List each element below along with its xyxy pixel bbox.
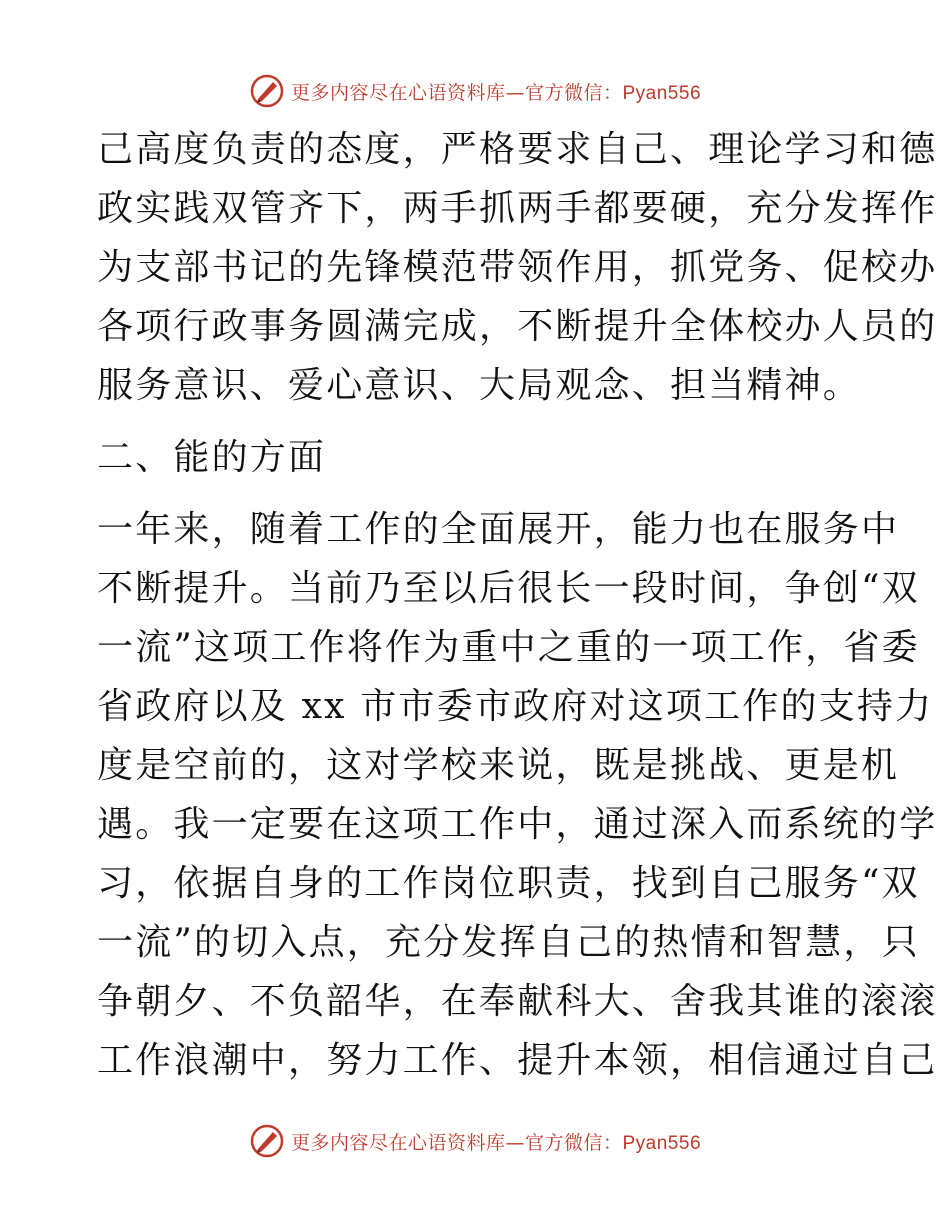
footer-banner-title: 更多内容尽在心语资料库 [290,1131,506,1154]
header-banner-sep: — [505,81,525,104]
text-line: 省政府以及 xx 市市委市政府对这项工作的支持力 [97,686,934,727]
text-line: 习，依据自身的工作岗位职责，找到自己服务“双 [97,863,920,904]
header-banner-text [291,78,701,105]
text-line: 为支部书记的先锋模范带领作用，抓党务、促校办 [97,247,938,288]
footer-banner-text [291,1128,701,1155]
text-line: 服务意识、爱心意识、大局观念、担当精神。 [97,365,862,406]
text-line: 政实践双管齐下，两手抓两手都要硬，充分发挥作 [97,188,938,229]
text-line: 工作浪潮中，努力工作、提升本领，相信通过自己 [97,1040,938,1081]
text-line: 度是空前的，这对学校来说，既是挑战、更是机 [97,745,900,786]
text-line: 一流”这项工作将作为重中之重的一项工作，省委 [97,627,920,668]
logo-icon [249,73,285,109]
text-line: 己高度负责的态度，严格要求自己、理论学习和德 [97,129,938,170]
text-line: 遇。我一定要在这项工作中，通过深入而系统的学 [97,804,938,845]
header-banner [0,71,950,111]
header-banner-title: 更多内容尽在心语资料库 [290,81,506,104]
footer-banner [0,1121,950,1161]
text-line: 一年来，随着工作的全面展开，能力也在服务中 [97,509,900,550]
footer-banner-handle: Pyan556 [622,1132,702,1154]
header-banner-handle: Pyan556 [622,82,702,104]
text-line: 不断提升。当前乃至以后很长一段时间，争创“双 [97,568,920,609]
footer-banner-sep: — [505,1131,525,1154]
text-line: 一流”的切入点，充分发挥自己的热情和智慧，只 [97,922,920,963]
header-banner-contact: 官方微信： [524,81,623,104]
text-line: 争朝夕、不负韶华，在奉献科大、舍我其谁的滚滚 [97,981,938,1022]
document-body [97,120,938,1090]
logo-icon [249,1123,285,1159]
footer-banner-contact: 官方微信： [524,1131,623,1154]
text-line: 各项行政事务圆满完成，不断提升全体校办人员的 [97,306,938,347]
section-heading: 二、能的方面 [97,437,327,478]
